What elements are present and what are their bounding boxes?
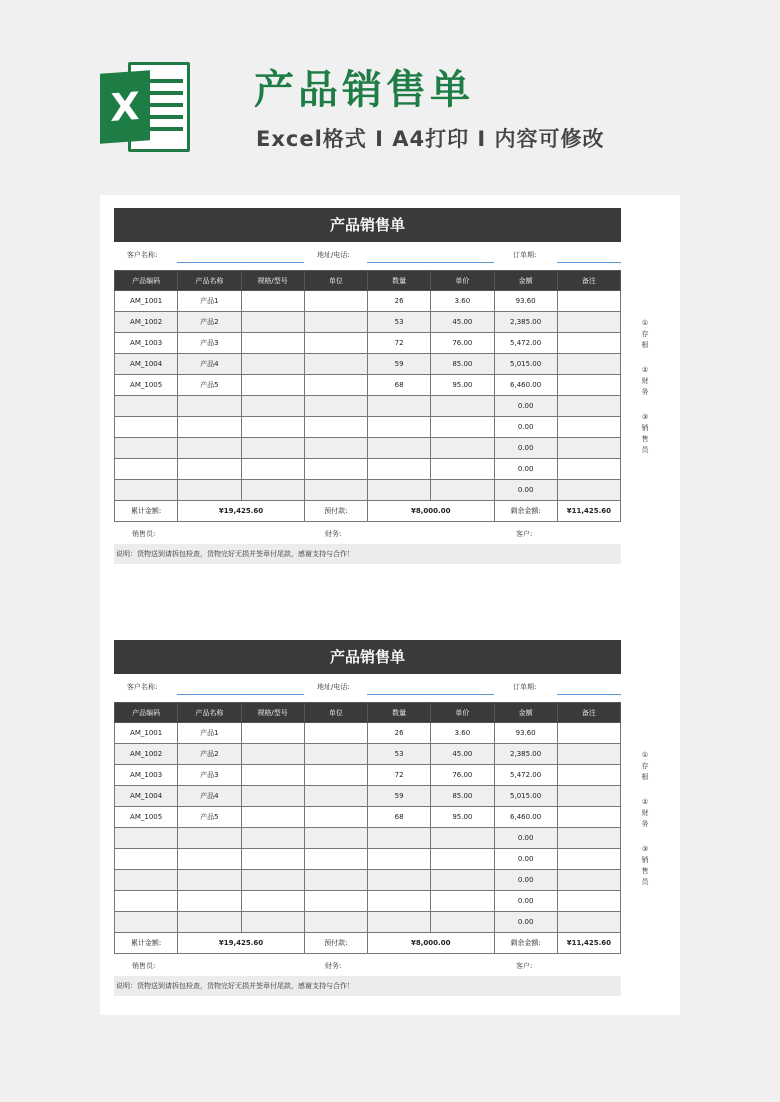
table-cell[interactable] [241,870,304,891]
staff-row [114,522,621,544]
order-date-label: 订单期: [513,683,537,691]
table-header-row [115,271,621,291]
table-cell[interactable]: 产品4 [178,354,241,375]
sales-form-1 [114,208,621,564]
table-cell[interactable] [241,723,304,744]
form-title: 产品销售单 [114,208,621,242]
table-cell[interactable] [304,480,367,501]
table-cell[interactable]: 产品1 [178,291,241,312]
table-cell[interactable] [304,807,367,828]
table-cell[interactable]: 93.60 [494,723,557,744]
table-cell[interactable] [368,396,431,417]
table-cell[interactable] [368,417,431,438]
column-header: 数量 [368,703,431,723]
table-cell[interactable]: 5,472.00 [494,333,557,354]
table-cell[interactable] [557,354,620,375]
table-cell[interactable] [304,291,367,312]
column-header: 规格/型号 [241,703,304,723]
form-info-row [114,674,621,702]
table-cell[interactable]: 45.00 [431,744,494,765]
address-phone-field[interactable] [367,262,494,263]
table-cell[interactable] [304,396,367,417]
table-cell[interactable] [304,765,367,786]
table-cell[interactable] [431,870,494,891]
table-cell[interactable] [557,828,620,849]
table-cell[interactable] [178,396,241,417]
table-cell[interactable] [241,891,304,912]
side-note-char: 存 [641,330,649,338]
table-cell[interactable] [431,459,494,480]
side-note-number: ① [641,751,649,759]
address-phone-field[interactable] [367,694,494,695]
table-cell[interactable]: 0.00 [494,396,557,417]
table-cell[interactable] [241,459,304,480]
table-cell[interactable] [241,438,304,459]
table-cell[interactable] [304,912,367,933]
table-cell[interactable] [368,912,431,933]
table-cell[interactable] [431,417,494,438]
table-cell[interactable] [115,849,178,870]
table-cell[interactable] [304,354,367,375]
table-cell[interactable]: 72 [368,765,431,786]
table-row [115,723,621,744]
total-label: 累计金额: [115,501,178,522]
column-header: 单价 [431,703,494,723]
total-value: ¥19,425.60 [178,933,305,954]
table-cell[interactable] [115,891,178,912]
note-text: 说明：货物送到请拆包检查，货物完好无损并签章付尾款，感谢支持与合作！ [114,976,621,996]
table-cell[interactable]: 0.00 [494,891,557,912]
table-cell[interactable]: AM_1003 [115,765,178,786]
side-note-group [638,750,652,783]
table-row [115,870,621,891]
table-cell[interactable]: 产品3 [178,765,241,786]
table-cell[interactable]: 0.00 [494,417,557,438]
table-cell[interactable] [178,849,241,870]
side-note-char: 财 [641,809,649,817]
table-cell[interactable] [241,912,304,933]
table-cell[interactable]: AM_1005 [115,375,178,396]
table-cell[interactable] [178,480,241,501]
table-cell[interactable]: 6,460.00 [494,375,557,396]
table-cell[interactable]: AM_1002 [115,312,178,333]
table-cell[interactable]: 3.60 [431,291,494,312]
side-note-group [638,412,652,456]
form-title: 产品销售单 [114,640,621,674]
column-header: 备注 [557,271,620,291]
table-cell[interactable] [431,912,494,933]
table-cell[interactable]: AM_1002 [115,744,178,765]
remaining-label: 剩余金额: [494,933,557,954]
side-note-char: 根 [641,773,649,781]
page-title: 产品销售单 [254,67,474,113]
table-cell[interactable] [368,459,431,480]
side-note-group [638,797,652,830]
table-cell[interactable] [304,786,367,807]
column-header: 产品编码 [115,271,178,291]
side-note-number: ① [641,319,649,327]
table-cell[interactable] [557,312,620,333]
table-cell[interactable] [304,891,367,912]
customer-name-label: 客户名称: [127,251,158,259]
table-cell[interactable]: 0.00 [494,870,557,891]
table-cell[interactable] [557,807,620,828]
column-header: 单位 [304,271,367,291]
table-cell[interactable] [557,291,620,312]
table-cell[interactable] [115,396,178,417]
column-header: 数量 [368,271,431,291]
table-cell[interactable] [304,312,367,333]
table-cell[interactable]: 45.00 [431,312,494,333]
table-cell[interactable]: 2,385.00 [494,744,557,765]
column-header: 单价 [431,271,494,291]
address-phone-label: 地址/电话: [317,683,350,691]
table-cell[interactable]: 0.00 [494,459,557,480]
table-cell[interactable] [178,459,241,480]
table-cell[interactable]: 72 [368,333,431,354]
table-header-row [115,703,621,723]
side-note-char: 存 [641,762,649,770]
table-cell[interactable]: AM_1005 [115,807,178,828]
note-text: 说明：货物送到请拆包检查，货物完好无损并签章付尾款，感谢支持与合作！ [114,544,621,564]
table-cell[interactable]: 68 [368,807,431,828]
table-cell[interactable]: AM_1001 [115,291,178,312]
table-cell[interactable] [241,396,304,417]
table-cell[interactable] [431,849,494,870]
customer-name-label: 客户名称: [127,683,158,691]
table-cell[interactable] [241,480,304,501]
side-note-number: ③ [641,413,649,421]
table-cell[interactable]: 0.00 [494,438,557,459]
table-cell[interactable]: 59 [368,786,431,807]
table-cell[interactable] [241,744,304,765]
table-cell[interactable] [241,312,304,333]
table-cell[interactable] [178,828,241,849]
customer-sign-label: 客户: [516,962,533,970]
excel-x-letter: X [100,70,150,143]
table-cell[interactable] [557,870,620,891]
sales-form-2 [114,640,621,996]
table-cell[interactable] [557,375,620,396]
side-note-char: 务 [641,388,649,396]
side-note-char: 销 [641,424,649,432]
side-note-number: ② [641,798,649,806]
order-date-field[interactable] [557,262,621,263]
table-cell[interactable] [178,891,241,912]
table-row [115,438,621,459]
table-cell[interactable] [304,417,367,438]
side-note-group [638,318,652,351]
table-cell[interactable] [557,480,620,501]
table-row [115,459,621,480]
column-header: 备注 [557,703,620,723]
table-cell[interactable]: 95.00 [431,807,494,828]
table-cell[interactable] [368,891,431,912]
table-row [115,312,621,333]
table-cell[interactable]: 85.00 [431,354,494,375]
table-cell[interactable] [557,849,620,870]
table-cell[interactable]: 95.00 [431,375,494,396]
table-cell[interactable]: 产品2 [178,744,241,765]
table-cell[interactable]: 产品2 [178,312,241,333]
table-cell[interactable] [557,765,620,786]
table-cell[interactable] [431,396,494,417]
table-cell[interactable] [431,480,494,501]
table-row [115,807,621,828]
side-note-char: 员 [641,446,649,454]
table-cell[interactable]: 76.00 [431,333,494,354]
column-header: 金额 [494,271,557,291]
prepaid-label: 预付款: [304,501,367,522]
total-value: ¥19,425.60 [178,501,305,522]
side-note-char: 售 [641,435,649,443]
table-cell[interactable] [304,375,367,396]
table-cell[interactable] [241,786,304,807]
table-cell[interactable] [557,891,620,912]
side-note-char: 员 [641,878,649,886]
table-cell[interactable]: 产品3 [178,333,241,354]
table-row [115,396,621,417]
header-banner [0,0,780,195]
table-cell[interactable] [431,828,494,849]
table-cell[interactable]: 5,472.00 [494,765,557,786]
customer-name-field[interactable] [177,262,304,263]
table-cell[interactable] [115,828,178,849]
table-cell[interactable] [241,849,304,870]
table-cell[interactable]: 26 [368,291,431,312]
column-header: 产品名称 [178,271,241,291]
address-phone-label: 地址/电话: [317,251,350,259]
table-cell[interactable]: AM_1004 [115,354,178,375]
total-label: 累计金额: [115,933,178,954]
table-cell[interactable]: 0.00 [494,828,557,849]
table-row [115,333,621,354]
table-cell[interactable] [241,828,304,849]
side-copy-notes [638,318,652,470]
table-cell[interactable] [431,891,494,912]
table-cell[interactable]: 53 [368,744,431,765]
side-note-char: 务 [641,820,649,828]
column-header: 金额 [494,703,557,723]
totals-row [115,933,621,954]
table-cell[interactable] [241,765,304,786]
table-cell[interactable]: 0.00 [494,912,557,933]
table-cell[interactable] [115,480,178,501]
table-cell[interactable] [557,417,620,438]
table-cell[interactable] [557,438,620,459]
table-cell[interactable] [115,459,178,480]
column-header: 产品名称 [178,703,241,723]
finance-label: 财务: [325,530,342,538]
table-cell[interactable] [557,912,620,933]
table-row [115,291,621,312]
remaining-value: ¥11,425.60 [557,501,620,522]
customer-sign-label: 客户: [516,530,533,538]
salesperson-label: 销售员: [132,530,156,538]
table-cell[interactable]: 产品5 [178,375,241,396]
table-cell[interactable]: 产品1 [178,723,241,744]
table-cell[interactable]: 59 [368,354,431,375]
side-note-char: 财 [641,377,649,385]
table-cell[interactable] [557,333,620,354]
prepaid-value: ¥8,000.00 [368,501,495,522]
table-cell[interactable] [557,786,620,807]
side-copy-notes [638,750,652,902]
salesperson-label: 销售员: [132,962,156,970]
table-cell[interactable] [241,354,304,375]
table-cell[interactable]: 68 [368,375,431,396]
table-cell[interactable] [304,723,367,744]
items-table [114,702,621,954]
order-date-field[interactable] [557,694,621,695]
table-cell[interactable]: 0.00 [494,480,557,501]
order-date-label: 订单期: [513,251,537,259]
table-row [115,480,621,501]
table-cell[interactable] [178,870,241,891]
table-cell[interactable] [304,870,367,891]
table-cell[interactable]: 53 [368,312,431,333]
table-row [115,354,621,375]
page-subtitle: Excel格式 I A4打印 I 内容可修改 [256,127,605,151]
table-cell[interactable]: 26 [368,723,431,744]
table-cell[interactable]: 产品4 [178,786,241,807]
side-note-group [638,365,652,398]
table-cell[interactable] [368,480,431,501]
table-cell[interactable] [557,396,620,417]
table-cell[interactable] [557,459,620,480]
table-cell[interactable] [241,375,304,396]
table-cell[interactable]: 5,015.00 [494,786,557,807]
table-cell[interactable] [557,744,620,765]
table-cell[interactable] [304,438,367,459]
form-info-row [114,242,621,270]
remaining-label: 剩余金额: [494,501,557,522]
table-cell[interactable]: 93.60 [494,291,557,312]
table-cell[interactable]: 85.00 [431,786,494,807]
table-cell[interactable] [304,744,367,765]
prepaid-label: 预付款: [304,933,367,954]
side-note-char: 销 [641,856,649,864]
table-cell[interactable] [557,723,620,744]
table-cell[interactable] [115,870,178,891]
table-row [115,849,621,870]
table-cell[interactable] [304,459,367,480]
prepaid-value: ¥8,000.00 [368,933,495,954]
table-row [115,891,621,912]
table-cell[interactable] [178,438,241,459]
finance-label: 财务: [325,962,342,970]
remaining-value: ¥11,425.60 [557,933,620,954]
table-cell[interactable] [178,417,241,438]
table-cell[interactable]: AM_1004 [115,786,178,807]
table-cell[interactable] [431,438,494,459]
excel-logo-icon [100,60,190,155]
side-note-char: 根 [641,341,649,349]
table-cell[interactable] [304,828,367,849]
column-header: 产品编码 [115,703,178,723]
totals-row [115,501,621,522]
table-cell[interactable]: AM_1003 [115,333,178,354]
table-cell[interactable]: 0.00 [494,849,557,870]
table-row [115,912,621,933]
table-cell[interactable] [241,807,304,828]
table-cell[interactable] [241,291,304,312]
table-cell[interactable]: 产品5 [178,807,241,828]
table-cell[interactable] [115,912,178,933]
table-cell[interactable] [304,849,367,870]
table-cell[interactable] [115,438,178,459]
table-cell[interactable] [368,438,431,459]
side-note-char: 售 [641,867,649,875]
table-cell[interactable] [368,870,431,891]
table-cell[interactable] [115,417,178,438]
table-row [115,375,621,396]
table-cell[interactable] [241,417,304,438]
table-row [115,417,621,438]
table-cell[interactable]: 76.00 [431,765,494,786]
table-cell[interactable] [178,912,241,933]
table-cell[interactable]: 2,385.00 [494,312,557,333]
table-cell[interactable]: 5,015.00 [494,354,557,375]
table-row [115,765,621,786]
side-note-number: ③ [641,845,649,853]
table-row [115,828,621,849]
staff-row [114,954,621,976]
column-header: 规格/型号 [241,271,304,291]
items-table [114,270,621,522]
table-row [115,744,621,765]
table-cell[interactable] [368,849,431,870]
table-cell[interactable] [368,828,431,849]
table-cell[interactable]: 6,460.00 [494,807,557,828]
table-cell[interactable]: 3.60 [431,723,494,744]
table-cell[interactable] [304,333,367,354]
table-cell[interactable] [241,333,304,354]
table-cell[interactable]: AM_1001 [115,723,178,744]
side-note-number: ② [641,366,649,374]
table-row [115,786,621,807]
column-header: 单位 [304,703,367,723]
side-note-group [638,844,652,888]
customer-name-field[interactable] [177,694,304,695]
